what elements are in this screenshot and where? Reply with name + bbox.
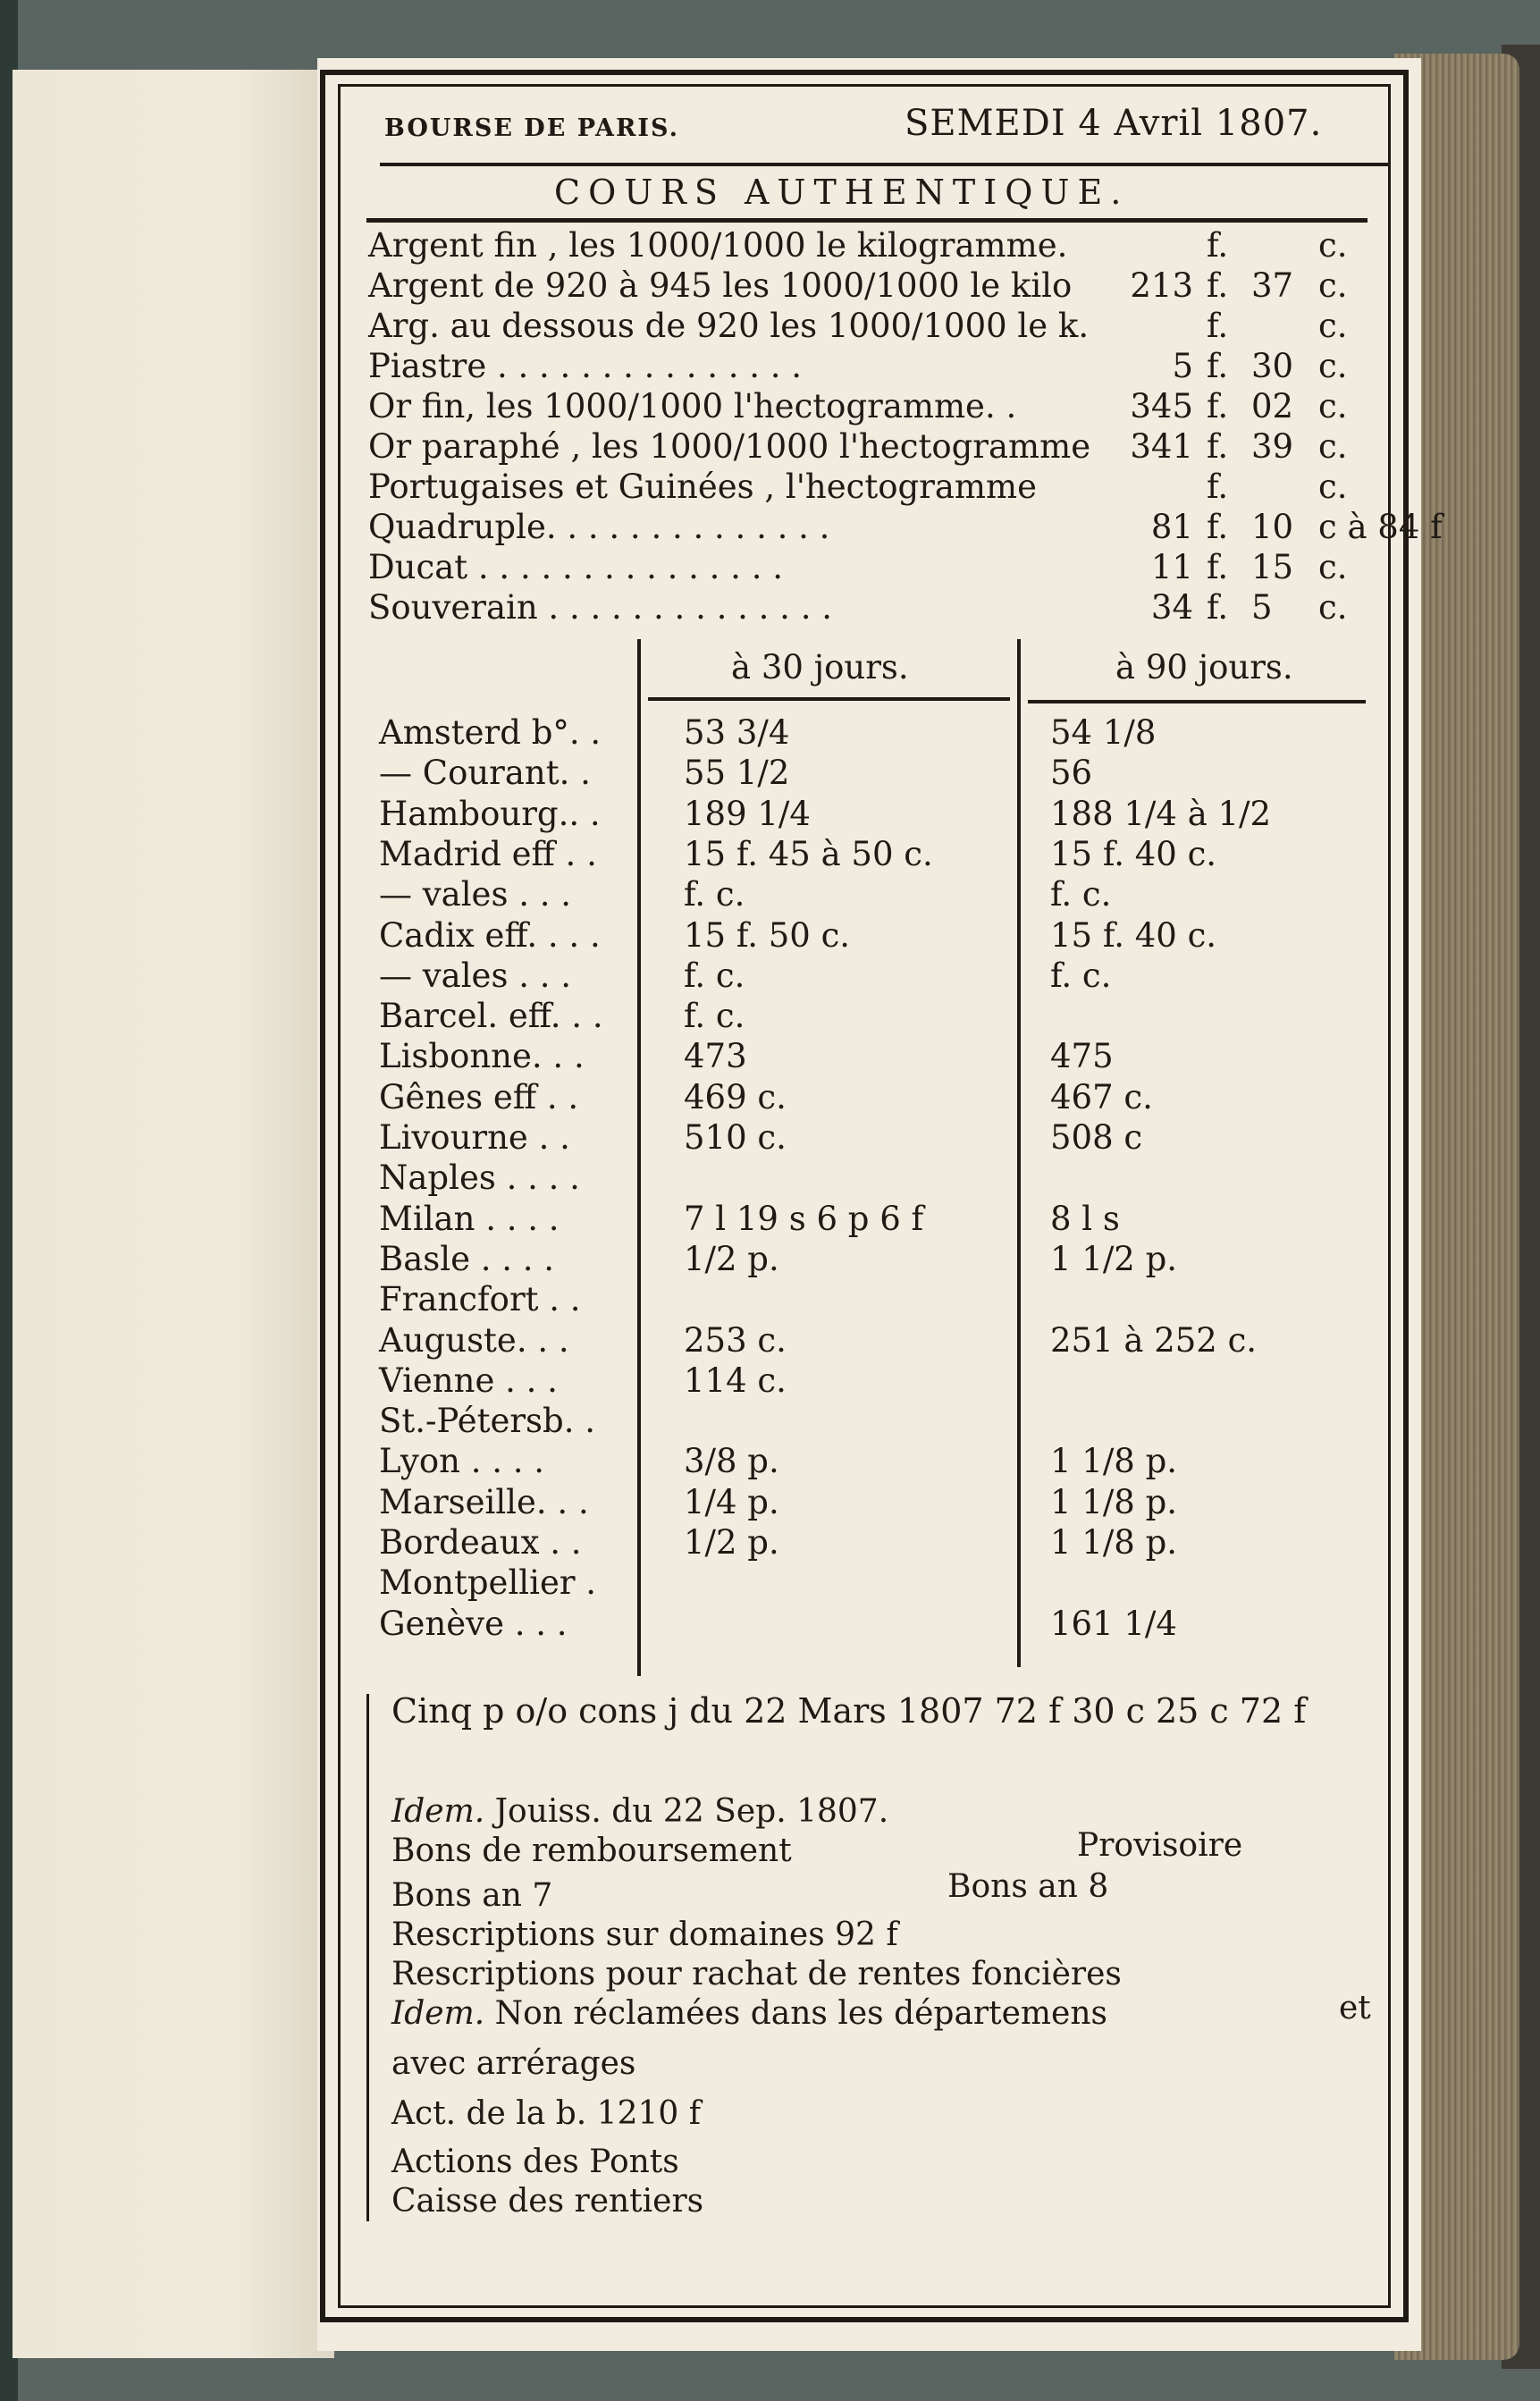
exchange-90-jours: 56 xyxy=(1050,754,1093,792)
exchange-90-jours: 161 1/4 xyxy=(1050,1605,1177,1643)
header-date: SEMEDI 4 Avril 1807. xyxy=(905,103,1323,144)
funds-caisse-rentiers: Caisse des rentiers xyxy=(391,2183,704,2220)
header-90-underline xyxy=(1028,700,1366,703)
metal-francs: 11 xyxy=(1150,548,1193,586)
metal-c-unit: c. xyxy=(1318,588,1348,627)
exchange-30-jours: 15 f. 50 c. xyxy=(684,916,851,955)
exchange-place: Lyon . . . . xyxy=(379,1442,545,1480)
metal-c-unit: c. xyxy=(1318,226,1348,265)
exchange-place: — vales . . . xyxy=(379,875,572,914)
exchange-30-jours: 15 f. 45 à 50 c. xyxy=(684,835,933,873)
funds-idem-label: Idem. xyxy=(391,1793,485,1830)
metal-label: Argent de 920 à 945 les 1000/1000 le kilo xyxy=(368,266,1073,305)
metal-c-unit: c. xyxy=(1318,468,1348,506)
metal-label: Or fin, les 1000/1000 l'hectogramme. . xyxy=(368,387,1017,425)
exchange-30-jours: f. c. xyxy=(684,956,745,995)
exchange-30-jours: 53 3/4 xyxy=(684,713,790,752)
funds-idem2-label: Idem. xyxy=(391,1995,485,2032)
exchange-place: — Courant. . xyxy=(379,754,591,792)
metal-c-unit: c. xyxy=(1318,347,1348,385)
metal-label: Quadruple. . . . . . . . . . . . . . xyxy=(368,508,830,546)
exchange-30-jours: 510 c. xyxy=(684,1118,787,1157)
metal-f-unit: f. xyxy=(1207,307,1229,345)
exchange-90-jours: 1 1/8 p. xyxy=(1050,1483,1178,1521)
metal-label: Argent fin , les 1000/1000 le kilogramme. xyxy=(368,226,1068,265)
exchange-90-jours: 467 c. xyxy=(1050,1078,1153,1116)
exchange-30-jours: 1/4 p. xyxy=(684,1483,779,1521)
header-90-jours: à 90 jours. xyxy=(1115,648,1293,687)
exchange-place: Amsterd b°. . xyxy=(379,713,602,752)
exchange-30-jours: 253 c. xyxy=(684,1321,787,1360)
funds-actions-ponts: Actions des Ponts xyxy=(391,2144,679,2180)
exchange-place: Naples . . . . xyxy=(379,1158,580,1197)
funds-act-banque: Act. de la b. 1210 f xyxy=(391,2095,702,2132)
funds-rescriptions-rachat: Rescriptions pour rachat de rentes foncières xyxy=(391,1956,1122,1992)
metal-label: Or paraphé , les 1000/1000 l'hectogramme xyxy=(368,427,1091,466)
metal-c-unit: c. xyxy=(1318,387,1348,425)
exchange-90-jours: 54 1/8 xyxy=(1050,713,1157,752)
header-rule xyxy=(380,163,1388,166)
exchange-30-jours: 189 1/4 xyxy=(684,795,811,833)
metal-f-unit: f. xyxy=(1207,427,1229,466)
exchange-place: Basle . . . . xyxy=(379,1240,555,1278)
exchange-place: Milan . . . . xyxy=(379,1200,560,1238)
metal-label: Ducat . . . . . . . . . . . . . . . xyxy=(368,548,783,586)
bottom-left-rule xyxy=(366,1694,369,2221)
column-divider-left xyxy=(637,639,641,1676)
exchange-30-jours: f. c. xyxy=(684,997,745,1035)
funds-idem-jouiss xyxy=(391,1793,888,1830)
exchange-90-jours: f. c. xyxy=(1050,875,1112,914)
exchange-30-jours: 55 1/2 xyxy=(684,754,790,792)
funds-bons-remboursement: Bons de remboursement xyxy=(391,1832,792,1869)
funds-provisoire: Provisoire xyxy=(1077,1827,1243,1864)
metal-c-unit: c. xyxy=(1318,266,1348,305)
metal-centimes: 02 xyxy=(1251,387,1294,425)
exchange-90-jours: f. c. xyxy=(1050,956,1112,995)
exchange-place: Cadix eff. . . . xyxy=(379,916,601,955)
exchange-30-jours: f. c. xyxy=(684,875,745,914)
metal-f-unit: f. xyxy=(1207,508,1229,546)
exchange-30-jours: 469 c. xyxy=(684,1078,787,1116)
exchange-place: Hambourg.. . xyxy=(379,795,601,833)
funds-idem2-text: Non réclamées dans les départemens xyxy=(494,1995,1108,2032)
exchange-30-jours: 7 l 19 s 6 p 6 f xyxy=(684,1200,924,1238)
funds-rescriptions-domaines: Rescriptions sur domaines 92 f xyxy=(391,1917,898,1953)
exchange-place: Montpellier . xyxy=(379,1563,597,1602)
metal-francs: 34 xyxy=(1150,588,1193,627)
metal-f-unit: f. xyxy=(1207,226,1229,265)
funds-idem-text: Jouiss. du 22 Sep. 1807. xyxy=(494,1793,889,1830)
exchange-90-jours: 1 1/8 p. xyxy=(1050,1523,1178,1562)
header-30-underline xyxy=(648,697,1010,701)
exchange-90-jours: 188 1/4 à 1/2 xyxy=(1050,795,1272,833)
header-30-jours: à 30 jours. xyxy=(731,648,909,687)
metal-centimes: 37 xyxy=(1251,266,1294,305)
page-title: COURS AUTHENTIQUE. xyxy=(554,173,1130,212)
left-page-blank xyxy=(13,70,334,2358)
funds-cinq: Cinq p o/o cons j du 22 Mars 1807 72 f 30 c 25 c 72 f xyxy=(391,1691,1307,1731)
metal-centimes: 30 xyxy=(1251,347,1294,385)
metal-centimes: 5 xyxy=(1251,588,1273,627)
exchange-place: Lisbonne. . . xyxy=(379,1037,585,1075)
exchange-90-jours: 15 f. 40 c. xyxy=(1050,835,1217,873)
metal-francs: 5 xyxy=(1172,347,1193,385)
exchange-30-jours: 1/2 p. xyxy=(684,1523,779,1562)
exchange-place: Vienne . . . xyxy=(379,1361,558,1400)
exchange-place: Madrid eff . . xyxy=(379,835,597,873)
exchange-30-jours: 1/2 p. xyxy=(684,1240,779,1278)
metal-label: Piastre . . . . . . . . . . . . . . . xyxy=(368,347,803,385)
funds-et: et xyxy=(1339,1990,1371,2026)
exchange-place: — vales . . . xyxy=(379,956,572,995)
metal-francs: 341 xyxy=(1130,427,1193,466)
metal-c-unit: c à 84 f xyxy=(1318,508,1443,546)
exchange-90-jours: 8 l s xyxy=(1050,1200,1120,1238)
metal-c-unit: c. xyxy=(1318,307,1348,345)
metal-francs: 81 xyxy=(1150,508,1193,546)
exchange-place: Marseille. . . xyxy=(379,1483,589,1521)
exchange-90-jours: 475 xyxy=(1050,1037,1114,1075)
metal-centimes: 15 xyxy=(1251,548,1294,586)
metal-label: Souverain . . . . . . . . . . . . . . xyxy=(368,588,832,627)
exchange-place: Auguste. . . xyxy=(379,1321,569,1360)
exchange-90-jours: 251 à 252 c. xyxy=(1050,1321,1258,1360)
column-divider-right xyxy=(1017,639,1021,1667)
funds-idem-non-reclamees xyxy=(391,1995,1107,2032)
metal-label: Arg. au dessous de 920 les 1000/1000 le k. xyxy=(368,307,1090,345)
metal-f-unit: f. xyxy=(1207,548,1229,586)
header-bourse: BOURSE DE PARIS. xyxy=(384,114,679,142)
metal-centimes: 39 xyxy=(1251,427,1294,466)
exchange-90-jours: 508 c xyxy=(1050,1118,1143,1157)
exchange-place: Barcel. eff. . . xyxy=(379,997,603,1035)
exchange-place: Livourne . . xyxy=(379,1118,570,1157)
metal-c-unit: c. xyxy=(1318,427,1348,466)
metal-f-unit: f. xyxy=(1207,387,1229,425)
exchange-90-jours: 1 1/2 p. xyxy=(1050,1240,1178,1278)
funds-bons-an8: Bons an 8 xyxy=(947,1868,1109,1905)
metal-francs: 345 xyxy=(1130,387,1193,425)
exchange-place: Bordeaux . . xyxy=(379,1523,582,1562)
metal-f-unit: f. xyxy=(1207,347,1229,385)
funds-bons-an7: Bons an 7 xyxy=(391,1877,553,1914)
exchange-place: Genève . . . xyxy=(379,1605,568,1643)
metal-francs: 213 xyxy=(1130,266,1193,305)
metal-f-unit: f. xyxy=(1207,266,1229,305)
metal-centimes: 10 xyxy=(1251,508,1294,546)
funds-arrerages: avec arrérages xyxy=(391,2045,636,2082)
exchange-30-jours: 114 c. xyxy=(684,1361,787,1400)
exchange-90-jours: 15 f. 40 c. xyxy=(1050,916,1217,955)
exchange-30-jours: 473 xyxy=(684,1037,747,1075)
metal-f-unit: f. xyxy=(1207,468,1229,506)
title-rule xyxy=(366,218,1367,223)
exchange-place: St.-Pétersb. . xyxy=(379,1402,596,1440)
exchange-place: Gênes eff . . xyxy=(379,1078,579,1116)
exchange-30-jours: 3/8 p. xyxy=(684,1442,779,1480)
metal-c-unit: c. xyxy=(1318,548,1348,586)
metal-label: Portugaises et Guinées , l'hectogramme xyxy=(368,468,1038,506)
metal-f-unit: f. xyxy=(1207,588,1229,627)
exchange-90-jours: 1 1/8 p. xyxy=(1050,1442,1178,1480)
exchange-place: Francfort . . xyxy=(379,1280,581,1318)
